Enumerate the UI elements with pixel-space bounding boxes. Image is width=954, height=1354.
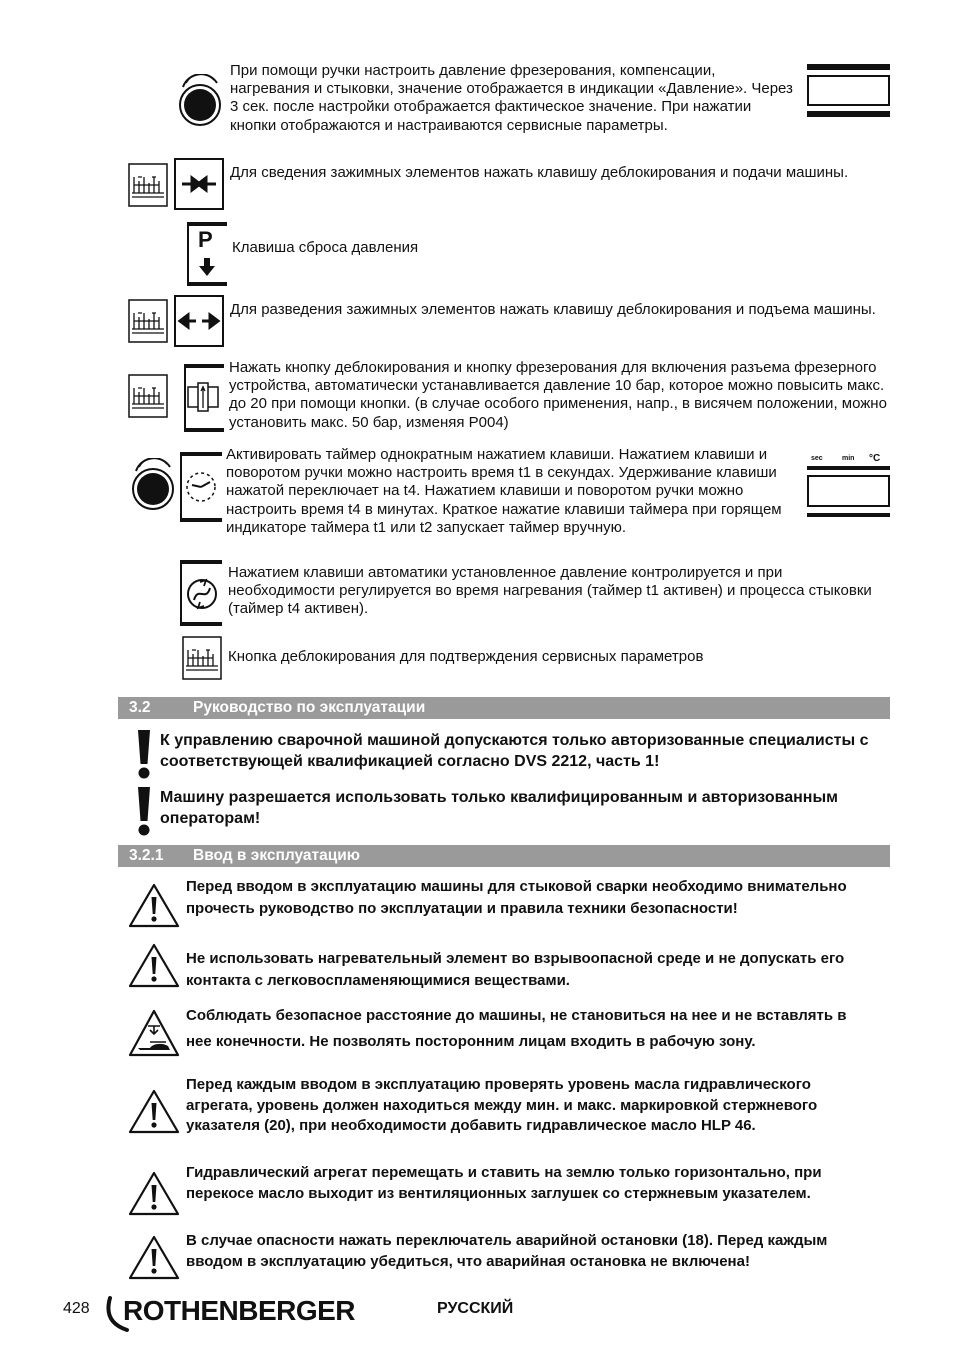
pressure-release-label: P [198, 227, 213, 252]
timer-description: Активировать таймер однократным нажатием клавиши. Нажатием клавиши и поворотом ручки можно настроить время t1 в секундах. Удерживание клавиши нажатой переключает на t4. Нажатием клавиши и поворотом ручки можно настроить время t4 в минутах. Краткое нажатие клавиши таймера при горящем индикаторе таймера t1 или t2 запускает таймер вручную. [226, 446, 782, 536]
unlock-description: Кнопка деблокирования для подтверждения сервисных параметров [228, 648, 704, 665]
hand-crush-warning-icon [128, 1008, 180, 1058]
section-title: Руководство по эксплуатации [193, 699, 426, 716]
arrows-outward-icon [176, 297, 222, 345]
exclamation-icon [136, 728, 152, 780]
warning-text: Перед вводом в эксплуатацию машины для стыковой сварки необходимо внимательно прочесть руководство по эксплуатации и правила техники безопасности! [186, 878, 847, 917]
section-3-2-1-header [118, 845, 890, 867]
automatic-key[interactable] [180, 560, 222, 626]
open-clamps-description: Для разведения зажимных элементов нажать клавишу деблокирования и подъема машины. [230, 301, 876, 318]
timer-key[interactable] [180, 452, 222, 522]
section-3-2-header [118, 697, 890, 719]
unlock-key-icon[interactable] [182, 636, 222, 680]
warning-icon [128, 882, 180, 928]
warning-text: В случае опасности нажать переключатель аварийной остановки (18). Перед каждым вводом в эксплуатацию убедиться, что аварийная остановка не включена! [186, 1232, 828, 1270]
warning-icon [128, 1170, 180, 1216]
milling-description: Нажать кнопку деблокирования и кнопку фрезерования для включения разъема фрезерного устройства, автоматически устанавливается давление 10 бар, которое можно повысить макс. до 20 при помощи кнопки. (в случае особого применения, напр., в висячем положении, можно установить макс. 50 бар, изменяя P004) [229, 359, 887, 431]
warning-text: Гидравлический агрегат перемещать и ставить на землю только горизонтально, при перекосе масло выходит из вентиляционных заглушек со стержневым указателем. [186, 1164, 822, 1202]
close-clamps-description: Для сведения зажимных элементов нажать клавишу деблокирования и подачи машины. [230, 164, 849, 181]
unlock-key-icon[interactable] [128, 163, 168, 207]
unit-celsius: °C [869, 453, 881, 464]
brand-name: ROTHENBERGER [123, 1295, 356, 1326]
automatic-icon [180, 560, 222, 626]
operation-note: К управлению сварочной машиной допускаются только авторизованные специалисты с соответствующей квалификацией согласно DVS 2212, часть 1! [160, 732, 869, 770]
section-number: 3.2.1 [129, 847, 164, 864]
pressure-description: При помощи ручки настроить давление фрезерования, компенсации, нагревания и стыковки, значение отображается в индикации «Давление». Через 3 сек. после настройки отображается фактическое значение. При нажатии кнопки отображаются и настраиваются сервисные параметры. [230, 62, 793, 134]
section-number: 3.2 [129, 699, 151, 716]
pressure-knob-icon[interactable] [178, 74, 222, 128]
timer-display-icon [807, 455, 891, 521]
unlock-key-icon[interactable] [128, 374, 168, 418]
language-label: РУССКИЙ [437, 1300, 514, 1317]
warning-text: Перед каждым вводом в эксплуатацию проверять уровень масла гидравлического агрегата, уровень должен находиться между мин. и макс. маркировкой стержневого указателя (20), при необходимости добавить гидравлическое масло HLP 46. [186, 1076, 818, 1134]
section-title: Ввод в эксплуатацию [193, 847, 361, 864]
warning-icon [128, 942, 180, 988]
unlock-key-icon[interactable] [128, 299, 168, 343]
close-clamps-key[interactable] [174, 158, 224, 210]
pressure-release-key[interactable] [186, 222, 228, 286]
warning-icon [128, 1088, 180, 1134]
arrows-inward-icon [176, 160, 222, 208]
clock-icon [180, 452, 222, 522]
warning-text: Не использовать нагревательный элемент во взрывоопасной среде и не допускать его контакта с легковоспламеняющимися веществами. [186, 950, 845, 989]
milling-key[interactable] [184, 364, 224, 432]
warning-icon [128, 1234, 180, 1280]
brand-logo [103, 1294, 356, 1336]
unit-sec: sec [811, 455, 823, 462]
milling-icon [184, 364, 224, 432]
pressure-release-description: Клавиша сброса давления [232, 239, 419, 256]
open-clamps-key[interactable] [174, 295, 224, 347]
pressure-display-icon [807, 64, 891, 118]
exclamation-icon [136, 785, 152, 837]
page-number: 428 [63, 1300, 90, 1317]
warning-text: Соблюдать безопасное расстояние до машины, не становиться на нее и не вставлять в нее конечности. Не позволять посторонним лицам входить в рабочую зону. [186, 1007, 847, 1050]
timer-knob-icon[interactable] [131, 458, 175, 512]
operation-note: Машину разрешается использовать только квалифицированным и авторизованным операторам! [160, 789, 838, 827]
unit-min: min [842, 455, 855, 462]
automatic-description: Нажатием клавиши автоматики установленное давление контролируется и при необходимости регулируется во время нагревания (таймер t1 активен) и процесса стыковки (таймер t4 активен). [228, 564, 872, 618]
